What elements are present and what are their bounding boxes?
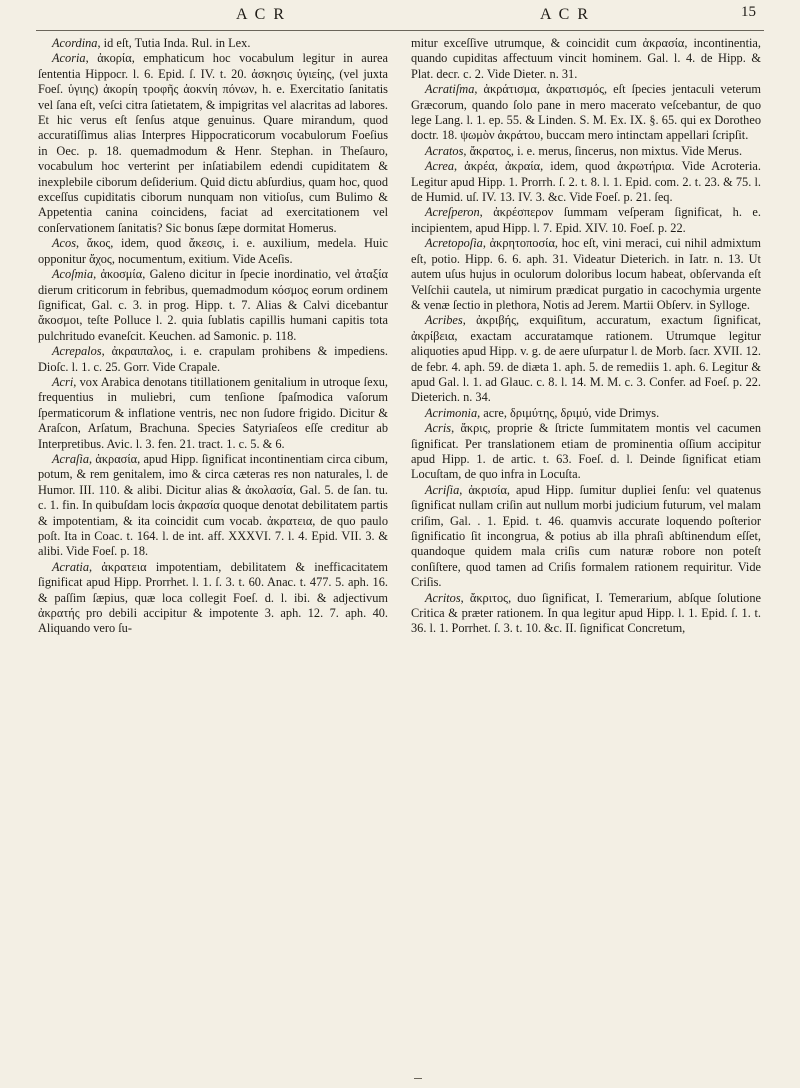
dictionary-entry: [411, 421, 761, 483]
dictionary-entry: [38, 51, 388, 236]
page-number: 15: [741, 4, 756, 20]
entry-text: , ἀκρατεια impotentiam, debilitatem & inefficacitatem ſignificat apud Hipp. Prorrhet. l. 1. ſ. 3. t. 60. Anac. t. 477. 5. aph. 16. & paſſim ſæpius, quæ loca collegit Foeſ. d. l. ibi. & adjectivum ἀκρατής pro debili accipitur & impotente 3. aph. 12. 7. aph. 40. Aliquando vero ſu-: [38, 559, 388, 636]
entry-text: , ἀκρασία, apud Hipp. ſignificat incontinentiam circa cibum, potum, & rem genitalem, imo & circa cæteras res non naturales, l. de Humor. III. 110. & alibi. Dicitur alias & ἀκολασία, Gal. 5. de ſan. tu. c. 1. fin. In quibuſdam locis ἀκρασία quoque denotat debilitatem partis & impotentiam, & ita coincidit cum vocab. ἀκρατεια, de quo paulo poſt. Ita in Coac. t. 164. l. de int. aff. XXXVI. 7. l. 4. Epid. VII. 3. & alibi. Vide Foeſ. p. 18.: [38, 451, 388, 559]
entry-text: , ἀκράτισμα, ἀκρατισμός, eſt ſpecies jentaculi veterum Græcorum, quando ſolo pane in mero macerato veſcebantur, de quo lege Lang. l. 1. ep. 55. & Linden. S. M. Ex. IX. §. 65. qui ex Dorotheo doctr. 18. ψωμὸν ἀκράτου, buccam mero intinctam appellari ſcripſit.: [411, 82, 761, 143]
entry-text: mitur exceſſive utrumque, & coincidit cum ἀκρασία, incontinentia, quando cupiditas affectuum vincit hominem. Gal. l. 4. de Hipp. & Plat. decr. c. 2. Vide Dieter. n. 31.: [411, 36, 761, 81]
dictionary-entry: [411, 406, 761, 421]
dictionary-entry: [38, 375, 388, 452]
dictionary-entry: [411, 591, 761, 637]
entry-text: , ἀκραιπαλος, i. e. crapulam prohibens & impediens. Dioſc. l. 1. c. 25. Gorr. Vide Crapale.: [38, 344, 388, 374]
dictionary-entry: [38, 267, 388, 344]
dictionary-entry: [411, 483, 761, 591]
entry-headword: Acri: [52, 374, 74, 389]
entry-headword: Acordina: [52, 36, 98, 50]
entry-text: , ἀκοσμία, Galeno dicitur in ſpecie inordinatio, vel ἀταξία dierum criticorum in febribus, quemadmodum κόσμος eorum ordinem ſignificat, Gal. c. 3. in prog. Hipp. t. 7. Alias & Calvi dicebantur ἄκοσμοι, teſte Polluce l. 2. quia ſublatis capillis humani capitis tota pulchritudo evaneſcit. Keuchen. ad Samonic. p. 118.: [38, 267, 388, 343]
entry-headword: Acoſmia: [52, 267, 94, 282]
running-head-right: A C R: [540, 6, 591, 23]
right-column: [411, 36, 761, 1076]
footer-mark: [414, 1078, 422, 1079]
entry-headword: Acraſia: [52, 451, 90, 466]
entry-headword: Acreſperon: [425, 205, 480, 220]
dictionary-entry: [411, 205, 761, 236]
dictionary-entry: [411, 144, 761, 159]
dictionary-entry: [38, 36, 388, 51]
entry-text: , ἀκρέσπερον ſummam veſperam ſignificat, h. e. incipientem, apud Hipp. l. 7. Epid. XIV. 10. Foeſ. p. 22.: [411, 205, 761, 235]
running-head-left: A C R: [236, 6, 287, 23]
dictionary-entry: [38, 236, 388, 267]
dictionary-entry: [411, 236, 761, 313]
entry-headword: Acos: [52, 236, 76, 251]
entry-text: , ἀκορία, emphaticum hoc vocabulum legitur in aurea ſententia Hippocr. l. 6. Epid. ſ. IV. t. 20. ἀσκησις ὑγιείης, (vel juxta Foeſ. ὑγιης) ἀκορίη τροφῆς ἀοκνίη πόνων, h. e. Exercitatio ſanitatis vel ſana eſt, veſci citra ſatietatem, & impigritas vel alacritas ad labores. Et hic verus eſt ſenſus atque genuinus. Quare mirandum, quod accuratiſſimus alias Interpres Hippocraticorum vocabulorum Foeſius in Oec. p. 18. quemadmodum & Henr. Stephan. in Theſauro, vocabulum hoc verterint per inſatiabilem edendi cupiditatem & inexplebile ciborum deſiderium. Quid dictu abſurdius, quam hoc, quod exceſſus cupiditatis ciborum nunquam non vitioſus, cum Bulimo & Appetentia canina coincidens, faciat ad exercitationem vel conſervationem ſanitatis? Sic bonus ſæpe dormitat Homerus.: [38, 51, 388, 235]
entry-text: , acre, δριμύτης, δριμύ, vide Drimys.: [477, 405, 660, 420]
entry-headword: Acratiſma: [425, 82, 475, 97]
entry-text: , ἀκρητοποσία, hoc eſt, vini meraci, cui nihil admixtum eſt, potio. Hipp. 6. 6. aph. 31. Videatur Dieterich. in Iatr. n. 13. Ut autem uſus hujus in oculorum doloribus locum habeat, obſervanda eſt Velſchii cautela, ut nimirum prædicat purgatio in cacochymia urgente & venæ ſectio in plethora, Notis ad Jerem. Martii Obſerv. in Sylloge.: [411, 236, 761, 312]
entry-text: , ἀκρισία, apud Hipp. ſumitur dupliei ſenſu: vel quatenus ſignificat nullam criſin aut nullum morbi judicium futurum, vel malam criſim, Gal. . 1. Epid. t. 46. quamvis accurate loquendo poſterior ſignificatio ſit incongrua, & potius ab illa phraſi abſtinendum eſſet, quandoque quidem mala criſis cum naturæ robore non poteſt conſiſtere, quod tamen ad Criſis formalem rationem requiritur. Vide Criſis.: [411, 482, 761, 590]
dictionary-entry: [411, 82, 761, 144]
entry-headword: Acris: [425, 421, 452, 436]
dictionary-entry: [411, 159, 761, 205]
entry-text: , ἄκριτος, duo ſignificat, I. Temerarium, abſque ſolutione Critica & præter rationem. In qua legitur apud Hipp. l. 1. Epid. ſ. 1. t. 36. l. 1. Porrhet. ſ. 3. t. 10. &c. II. ſignificat Concretum,: [411, 590, 761, 636]
entry-headword: Acribes: [425, 313, 463, 328]
entry-text: , vox Arabica denotans titillationem genitalium in utroque ſexu, frequentius in muliebri, cum tenſione ſpaſmodica vaſorum ſpermaticorum & inflatione ventris, nec non ſudore frigido. Dicitur & Araſcon, Arſatum, Brachuna. Species Satyriaſeos eſſe creditur ab Interpretibus. Avic. l. 3. fen. 21. tract. 1. c. 5. & 6.: [38, 374, 388, 451]
entry-headword: Acrimonia: [425, 405, 478, 420]
entry-text: , ἄκος, idem, quod ἄκεσις, i. e. auxilium, medela. Huic opponitur ἄχος, nocumentum, exitium. Vide Aceſis.: [38, 236, 388, 266]
dictionary-entry: [38, 344, 388, 375]
entry-text: , ἄκρις, proprie & ſtricte ſummitatem montis vel cacumen ſignificat. Per translationem etiam de prominentia oſſium accipitur apud Hipp. 1. de artic. t. 63. Foeſ. d. l. Deinde ſignificat etiam Locuſtam, de quo infra in Locuſta.: [411, 421, 761, 482]
entry-text: , ἀκρέα, ἀκραία, idem, quod ἀκρωτήρια. Vide Acroteria. Legitur apud Hipp. 1. Prorrh. ſ. 2. t. 8. l. 1. Epid. com. 2. t. 23. & 75. l. de Humid. uſ. IV. 13. IV. 3. &c. Vide Foeſ. p. 21. ſeq.: [411, 159, 761, 205]
entry-headword: Acritos: [425, 590, 461, 605]
dictionary-entry: [38, 560, 388, 637]
dictionary-entry: [38, 452, 388, 560]
entry-text: , ἀκριβής, exquiſitum, accuratum, exactum ſignificat, ἀκρίβεια, exactam accuratamque rationem. Utrumque legitur aliquoties apud Hipp. v. g. de aere uſurpatur l. de Morb. ſacr. XVII. 12. de febr. 4. aph. 59. de diæta 1. aph. 5. de remediis 1. aph. 6. Legitur & apud Gal. l. 1. ad Glauc. c. 8. l. 14. M. M. c. 3. Confer. ad Foeſ. p. 22. Dieterich. n. 34.: [411, 313, 761, 405]
entry-text: , ἄκρατος, i. e. merus, ſincerus, non mixtus. Vide Merus.: [463, 143, 743, 158]
entry-headword: Acrepalos: [52, 344, 102, 359]
dictionary-entry: [411, 36, 761, 82]
entry-headword: Acratia: [52, 559, 90, 574]
entry-text: , id eſt, Tutia Inda. Rul. in Lex.: [97, 36, 251, 50]
dictionary-entry: [411, 313, 761, 405]
entry-headword: Acoria: [52, 51, 86, 66]
entry-headword: Acratos: [425, 143, 464, 158]
entry-headword: Acrea: [425, 159, 455, 174]
header-rule: [36, 30, 764, 31]
entry-headword: Acriſia: [425, 482, 460, 497]
entry-headword: Acretopoſia: [425, 236, 483, 251]
left-column: [38, 36, 388, 1076]
